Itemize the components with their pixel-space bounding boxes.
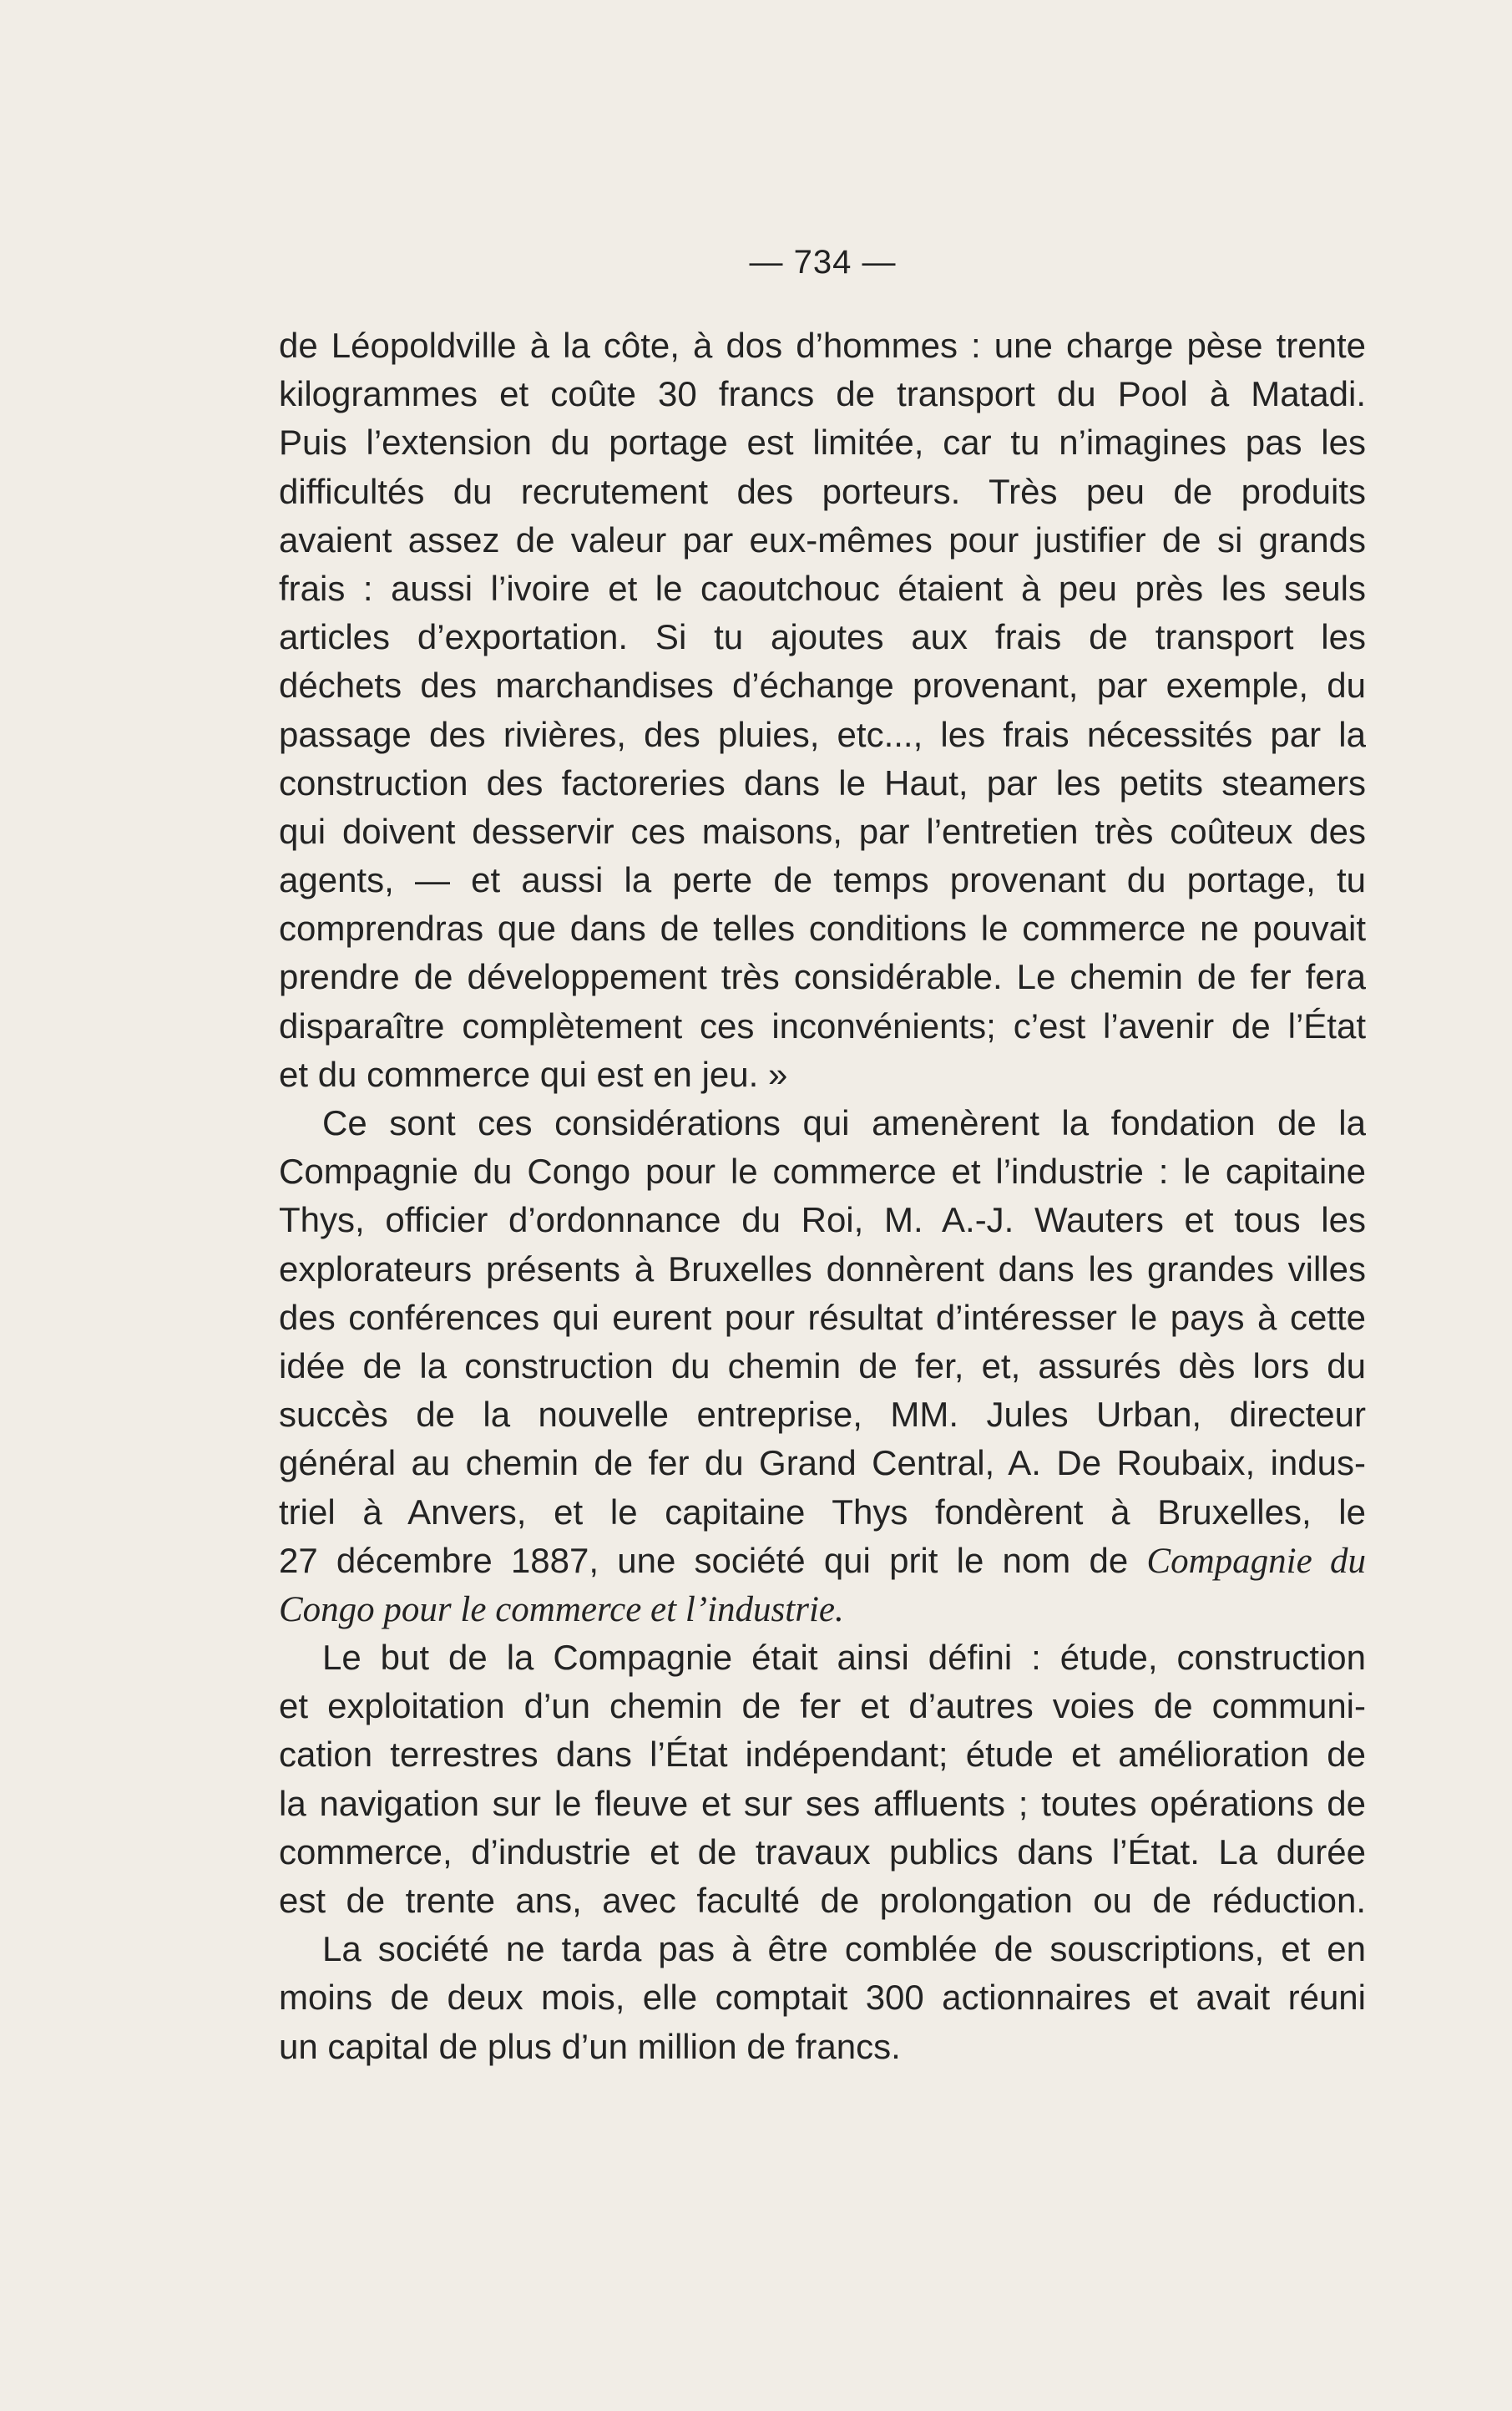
text-line bbox=[279, 1342, 1366, 1390]
text-line-content: de Léopoldville à la côte, à dos d’hommes : une charge pèse trente bbox=[279, 326, 1366, 365]
text-line bbox=[279, 1925, 1366, 1973]
text-line-content: idée de la construction du chemin de fer, et, assurés dès lors du bbox=[279, 1345, 1366, 1385]
text-line bbox=[279, 1682, 1366, 1730]
text-line bbox=[279, 1099, 1366, 1147]
text-line-content: est de trente ans, avec faculté de prolongation ou de réduction. bbox=[279, 1881, 1366, 1920]
text-line-content: Thys, officier d’ordonnance du Roi, M. A.-J. Wauters et tous les bbox=[279, 1200, 1366, 1240]
text-line bbox=[279, 1780, 1366, 1828]
body-text bbox=[279, 322, 1366, 2071]
text-line-content: Compagnie du Congo pour le commerce et l’industrie : le capitaine bbox=[279, 1152, 1366, 1192]
text-line-content: comprendras que dans de telles conditions le commerce ne pouvait bbox=[279, 909, 1366, 949]
text-line bbox=[279, 661, 1366, 710]
text-line-content: 27 décembre 1887, une société qui prit le nom de bbox=[279, 1540, 1147, 1580]
text-line bbox=[279, 613, 1366, 661]
text-line bbox=[279, 418, 1366, 467]
text-line-content: explorateurs présents à Bruxelles donnèrent dans les grandes villes bbox=[279, 1249, 1366, 1289]
text-line-content: la navigation sur le fleuve et sur ses affluents ; toutes opérations de bbox=[279, 1783, 1366, 1823]
text-line-content: succès de la nouvelle entreprise, MM. Jules Urban, directeur bbox=[279, 1395, 1366, 1435]
text-line-content: des conférences qui eurent pour résultat d’intéresser le pays à cette bbox=[279, 1297, 1366, 1337]
text-line bbox=[279, 953, 1366, 1001]
text-line-content: un capital de plus d’un million de francs. bbox=[279, 2026, 901, 2066]
text-line bbox=[279, 2023, 1366, 2071]
text-line bbox=[279, 711, 1366, 759]
text-line bbox=[279, 1828, 1366, 1877]
text-line bbox=[279, 1585, 1366, 1634]
page-number: — 734 — bbox=[749, 244, 897, 281]
text-line-content: commerce, d’industrie et de travaux publics dans l’État. La durée bbox=[279, 1831, 1366, 1872]
text-line bbox=[279, 856, 1366, 904]
text-line bbox=[279, 1634, 1366, 1682]
text-line-content: construction des factoreries dans le Haut, par les petits steamers bbox=[279, 762, 1366, 803]
text-line-content: disparaître complètement ces inconvénients; c’est l’avenir de l’État bbox=[279, 1005, 1366, 1046]
text-line-content: qui doivent desservir ces maisons, par l’entretien très coûteux des bbox=[279, 811, 1366, 851]
text-line bbox=[279, 1051, 1366, 1099]
text-line bbox=[279, 370, 1366, 418]
text-line-content: Ce sont ces considérations qui amenèrent la fondation de la bbox=[322, 1103, 1366, 1142]
text-line-content: général au chemin de fer du Grand Central, A. De Roubaix, indus- bbox=[279, 1443, 1366, 1483]
text-line bbox=[279, 1537, 1366, 1585]
text-line bbox=[279, 1002, 1366, 1051]
text-line-content: moins de deux mois, elle comptait 300 actionnaires et avait réuni bbox=[279, 1978, 1366, 2018]
text-line-content: avaient assez de valeur par eux-mêmes pour justifier de si grands bbox=[279, 519, 1366, 560]
italic-title-text: Congo pour le commerce et l’industrie. bbox=[279, 1589, 844, 1629]
text-line bbox=[279, 565, 1366, 613]
text-line-content: prendre de développement très considérable. Le chemin de fer fera bbox=[279, 957, 1366, 997]
text-line bbox=[279, 1439, 1366, 1487]
text-line-content: cation terrestres dans l’État indépendant; étude et amélioration de bbox=[279, 1735, 1366, 1775]
text-line bbox=[279, 1196, 1366, 1244]
text-line bbox=[279, 1730, 1366, 1779]
text-line bbox=[279, 759, 1366, 808]
text-line bbox=[279, 1488, 1366, 1537]
text-line bbox=[279, 808, 1366, 856]
text-line-content: Puis l’extension du portage est limitée, car tu n’imagines pas les bbox=[279, 423, 1366, 463]
text-line-content: frais : aussi l’ivoire et le caoutchouc étaient à peu près les seuls bbox=[279, 568, 1366, 608]
text-line-content: triel à Anvers, et le capitaine Thys fondèrent à Bruxelles, le bbox=[279, 1492, 1366, 1532]
text-line bbox=[279, 1294, 1366, 1342]
text-line-content: difficultés du recrutement des porteurs. Très peu de produits bbox=[279, 471, 1366, 511]
text-line-content: passage des rivières, des pluies, etc..., les frais nécessités par la bbox=[279, 714, 1366, 754]
text-line-content: kilogrammes et coûte 30 francs de transport du Pool à Matadi. bbox=[279, 374, 1366, 414]
text-line-content: La société ne tarda pas à être comblée de souscriptions, et en bbox=[322, 1929, 1366, 1969]
text-line-content: et du commerce qui est en jeu. » bbox=[279, 1054, 788, 1094]
text-line bbox=[279, 904, 1366, 953]
text-line bbox=[279, 322, 1366, 370]
text-line bbox=[279, 1877, 1366, 1925]
text-line bbox=[279, 1245, 1366, 1294]
text-line bbox=[279, 1147, 1366, 1196]
text-line-content: articles d’exportation. Si tu ajoutes aux frais de transport les bbox=[279, 617, 1366, 657]
text-line bbox=[279, 1973, 1366, 2022]
text-line bbox=[279, 1390, 1366, 1439]
text-line-content: déchets des marchandises d’échange provenant, par exemple, du bbox=[279, 666, 1366, 706]
text-line-content: et exploitation d’un chemin de fer et d’autres voies de communi- bbox=[279, 1686, 1366, 1726]
text-line bbox=[279, 468, 1366, 516]
text-line-content: agents, — et aussi la perte de temps provenant du portage, tu bbox=[279, 860, 1366, 900]
text-line bbox=[279, 516, 1366, 565]
text-line-content: Le but de la Compagnie était ainsi défini : étude, construction bbox=[322, 1638, 1366, 1678]
italic-title-text: Compagnie du bbox=[1146, 1541, 1366, 1581]
